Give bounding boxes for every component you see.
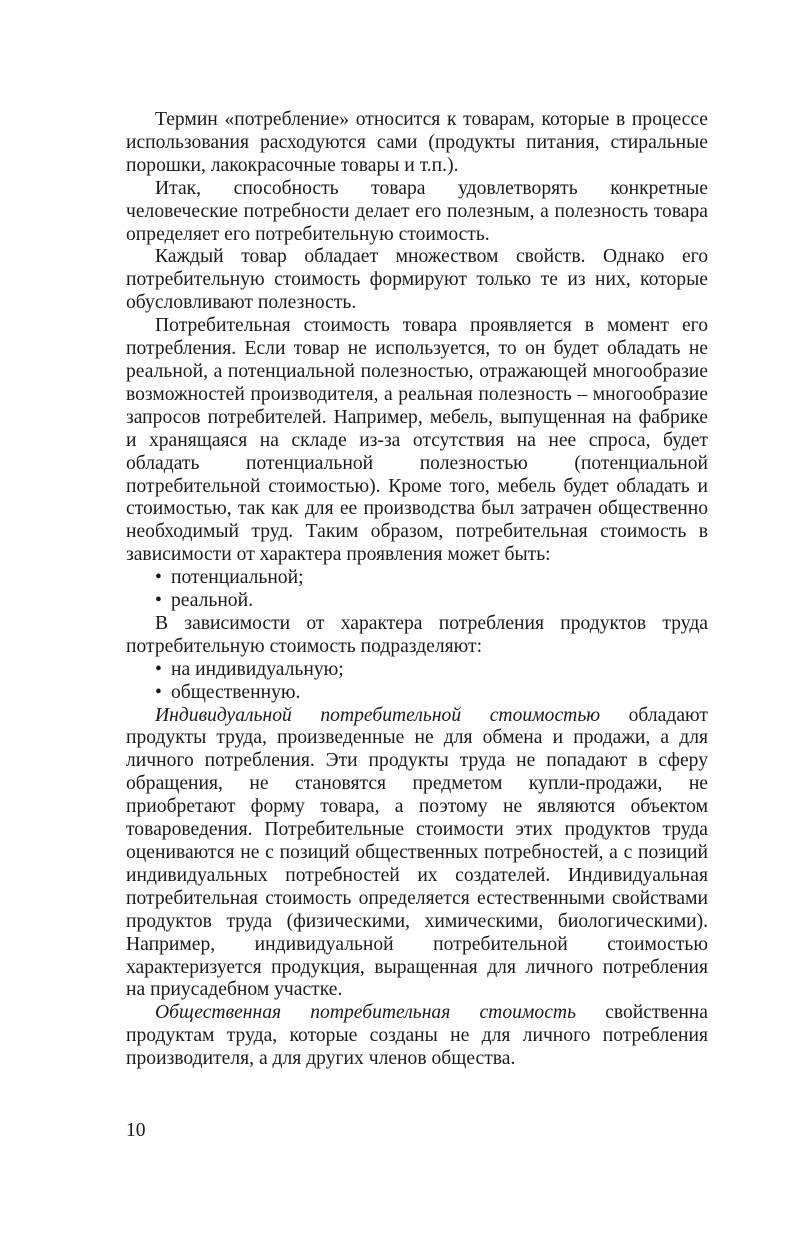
list-item <box>126 659 708 682</box>
paragraph-individual-value <box>126 705 708 1003</box>
page-number: 10 <box>126 1120 146 1141</box>
paragraph-usefulness: Итак, способность товара удовлетворять конкретные человеческие потребности делает его полезным, а полезность товара определяет его потребительную стоимость. <box>126 177 708 245</box>
list-item-text: потенциальной; <box>171 567 304 589</box>
page-body <box>126 109 708 1071</box>
paragraph-subdivision: В зависимости от характера потребления продуктов труда потребительную стоимость подразделяют: <box>126 612 708 657</box>
bullet-icon: • <box>155 567 162 589</box>
paragraph-properties: Каждый товар обладает множеством свойств. Однако его потребительную стоимость формируют только те из них, которые обусловливают полезность. <box>126 246 708 314</box>
list-item-text: реальной. <box>171 590 253 612</box>
paragraph-consumption-term: Термин «потребление» относится к товарам, которые в процессе использования расходуются сами (продукты питания, стиральные порошки, лакокрасочные товары и т.п.). <box>126 109 708 176</box>
term-individual-value: Индивидуальной потребительной стоимостью <box>155 704 601 726</box>
list-item <box>126 590 708 613</box>
list-item-text: общественную. <box>171 681 301 703</box>
bullet-icon: • <box>155 590 162 612</box>
paragraph-manifestation: Потребительная стоимость товара проявляется в момент его потребления. Если товар не используется, то он будет обладать не реальной, а потенциальной полезностью, отражающей многообразие возможностей производителя, а реальная полезность – многообразие запросов потребителей. Например, мебель, выпущенная на фабрике и хранящаяся на складе из-за отсутствия на нее спроса, будет обладать потенциальной полезностью (потенциальной потребительной стоимостью). Кроме того, мебель будет обладать и стоимостью, так как для ее производства был затрачен общественно необходимый труд. Таким образом, потребительная стоимость в зависимости от характера проявления может быть: <box>126 315 708 566</box>
list-item <box>126 682 708 705</box>
bullet-icon: • <box>155 658 162 680</box>
paragraph-public-value <box>126 1002 708 1071</box>
list-item <box>126 567 708 590</box>
paragraph-individual-value-text: обладают продукты труда, произведенные не для обмена и продажи, а для личного потребления. Эти продукты труда не попадают в сферу обращения, не становятся предметом купли-продажи, не приобретают форму товара, а поэтому не являются объектом товароведения. Потребительные стоимости этих продуктов труда оцениваются не с позиций общественных потребностей, а с позиций индивидуальных потребностей их создателей. Индивидуальная потребительная стоимость определяется естественными свойствами продуктов труда (физическими, химическими, биологическими). Например, индивидуальной потребительной стоимостью характеризуется продукция, выращенная для личного потребления на приусадебном участке. <box>126 704 708 1001</box>
paragraph-public-value-text: свойственна продуктам труда, которые созданы не для личного потребления производителя, а для других членов общества. <box>126 1002 708 1070</box>
bullet-icon: • <box>155 681 162 703</box>
list-item-text: на индивидуальную; <box>171 658 344 680</box>
term-public-value: Общественная потребительная стоимость <box>155 1002 576 1024</box>
